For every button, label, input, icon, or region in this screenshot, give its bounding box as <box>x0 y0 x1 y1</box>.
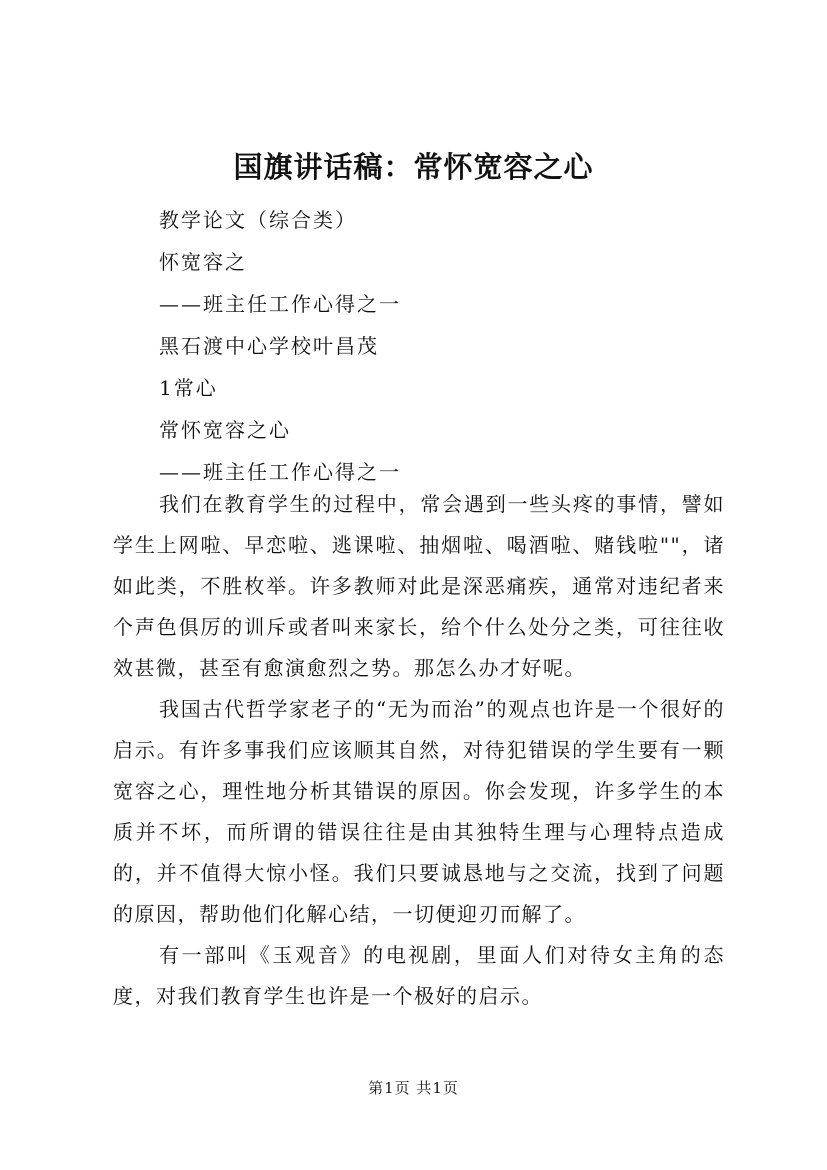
repeat-title-line: 常怀宽容之心 <box>159 418 291 442</box>
header-lines <box>159 199 759 493</box>
author-line: 黑石渡中心学校叶昌茂 <box>159 334 379 358</box>
paragraph: 我国古代哲学家老子的“无为而治”的观点也许是一个很好的启示。有许多事我们应该顺其自然，对待犯错误的学生要有一颗宽容之心，理性地分析其错误的原因。你会发现，许多学生的本质并不坏，而所谓的错误往往是由其独特生理与心理特点造成的，并不值得大惊小怪。我们只要诚恳地与之交流，找到了问题的原因，帮助他们化解心结，一切便迎刃而解了。 <box>113 697 725 926</box>
fragment-line: 怀宽容之 <box>159 250 247 274</box>
category-line: 教学论文（综合类） <box>159 208 357 232</box>
repeat-subtitle-line: ——班主任工作心得之一 <box>159 460 401 484</box>
body-text <box>113 484 725 1017</box>
fragment-line-2: 1常心 <box>159 376 218 400</box>
document-title: 国旗讲话稿：常怀宽容之心 <box>233 150 594 184</box>
subtitle-line: ——班主任工作心得之一 <box>159 292 401 316</box>
paragraph: 有一部叫《玉观音》的电视剧，里面人们对待女主角的态度，对我们教育学生也许是一个极好的启示。 <box>113 943 725 1008</box>
paragraph: 我们在教育学生的过程中，常会遇到一些头疼的事情，譬如学生上网啦、早恋啦、逃课啦、抽烟啦、喝酒啦、赌钱啦""，诸如此类，不胜枚举。许多教师对此是深恶痛疾，通常对违纪者来个声色俱厉的训斥或者叫来家长，给个什么处分之类，可往往收效甚微，甚至有愈演愈烈之势。那怎么办才好呢。 <box>113 492 725 680</box>
page-footer: 第1页 共1页 <box>368 1079 459 1097</box>
